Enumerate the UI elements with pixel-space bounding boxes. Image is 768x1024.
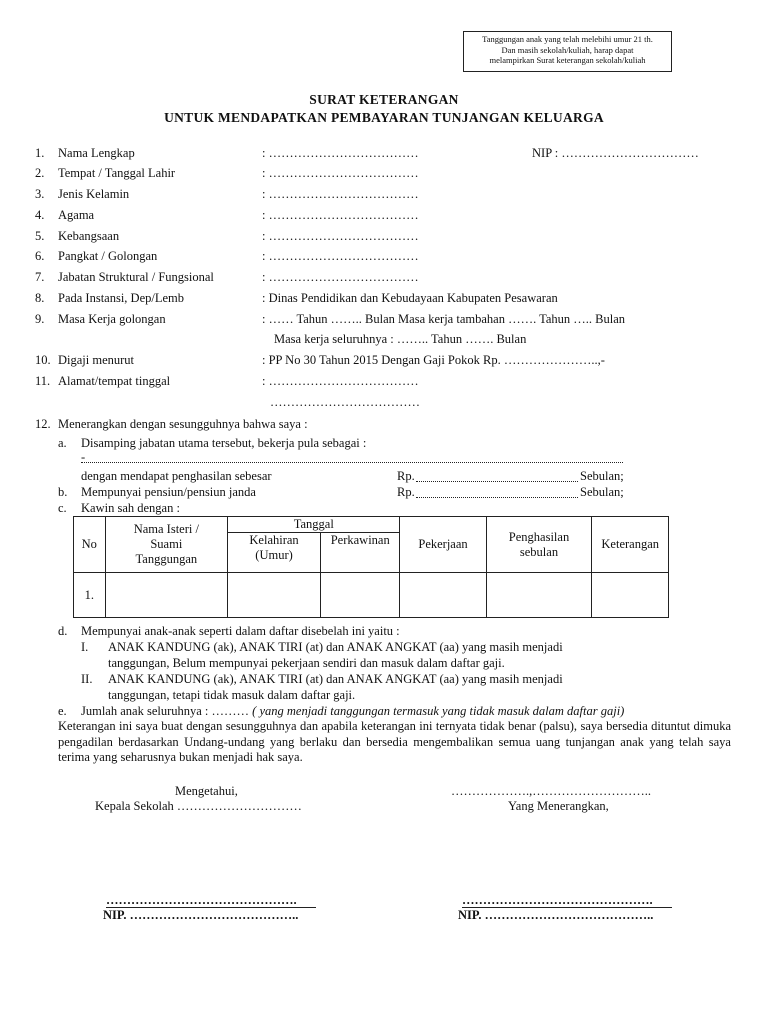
table-cell-no: 1.	[74, 573, 106, 618]
spouse-table	[73, 516, 669, 618]
field-label-pangkat: Pangkat / Golongan	[58, 249, 158, 263]
field-num: 2.	[35, 166, 45, 180]
item-b-pension-line[interactable]	[416, 497, 578, 498]
document-subtitle: UNTUK MENDAPATKAN PEMBAYARAN TUNJANGAN KELUARGA	[164, 110, 604, 125]
right-signature-nip[interactable]: NIP. …………………………………..	[458, 908, 654, 922]
item-c-text: Kawin sah dengan :	[81, 501, 180, 515]
item-a-sebulan: Sebulan;	[580, 469, 624, 483]
item-d-ii-label: II.	[81, 672, 93, 686]
table-header-perkawinan: Perkawinan	[320, 533, 400, 573]
field-value-digaji[interactable]: : PP No 30 Tahun 2015 Dengan Gaji Pokok Rp. …………………..,-	[262, 353, 605, 367]
table-header-nama: Nama Isteri / Suami Tanggungan	[105, 517, 227, 573]
item-d-text: Mempunyai anak-anak seperti dalam daftar disebelah ini yaitu :	[81, 624, 400, 638]
item-e-label: e.	[58, 704, 67, 718]
field-num: 1.	[35, 146, 45, 160]
item-a-label: a.	[58, 436, 67, 450]
field-label-nama: Nama Lengkap	[58, 146, 135, 160]
item-a-dash: -	[81, 450, 86, 464]
field-label-kebangsaan: Kebangsaan	[58, 229, 120, 243]
item-e-italic-note: ( yang menjadi tanggungan termasuk yang tidak masuk dalam daftar gaji)	[252, 704, 625, 718]
field-value-agama[interactable]: : ………………………………	[262, 208, 419, 222]
field-num: 7.	[35, 270, 45, 284]
field-num: 5.	[35, 229, 45, 243]
note-line-1: Tanggungan anak yang telah melebihi umur 21 th.	[482, 34, 653, 44]
item-d-ii-line-2: tanggungan, tetapi tidak masuk dalam daftar gaji.	[108, 688, 356, 702]
table-cell-nama[interactable]	[105, 573, 227, 618]
field-value-kebangsaan[interactable]: : ………………………………	[262, 229, 419, 243]
item-a-income-line[interactable]	[416, 481, 578, 482]
field-value-alamat-line-2[interactable]: ………………………………	[270, 395, 420, 409]
field-label-masa-kerja: Masa Kerja golongan	[58, 312, 166, 326]
table-cell-keterangan[interactable]	[592, 573, 669, 618]
table-header-penghasilan: Penghasilan sebulan	[486, 517, 592, 573]
table-cell-pekerjaan[interactable]	[400, 573, 486, 618]
item-a-rp: Rp.	[397, 469, 415, 483]
field-label-alamat: Alamat/tempat tinggal	[58, 374, 171, 388]
note-line-2: Dan masih sekolah/kuliah, harap dapat	[501, 44, 634, 55]
field-value-instansi[interactable]: : Dinas Pendidikan dan Kebudayaan Kabupaten Pesawaran	[262, 291, 558, 305]
field-value-masa-kerja-total[interactable]: Masa kerja seluruhnya : …….. Tahun ……. Bulan	[274, 332, 527, 346]
field-value-jenis-kelamin[interactable]: : ………………………………	[262, 187, 419, 201]
left-signature-name[interactable]: ……………………………………….	[106, 893, 297, 907]
yang-menerangkan-label: Yang Menerangkan,	[508, 799, 609, 813]
item-12-text: Menerangkan dengan sesungguhnya bahwa saya :	[58, 417, 308, 431]
item-12-num: 12.	[35, 417, 51, 431]
field-nip[interactable]: NIP : ……………………………	[532, 146, 699, 160]
field-value-pangkat[interactable]: : ………………………………	[262, 249, 419, 263]
field-value-jabatan[interactable]: : ………………………………	[262, 270, 419, 284]
table-header-keterangan: Keterangan	[592, 517, 669, 573]
field-num: 3.	[35, 187, 45, 201]
field-label-agama: Agama	[58, 208, 95, 222]
table-header-no: No	[74, 517, 106, 573]
right-signature-name[interactable]: ……………………………………….	[462, 893, 653, 907]
table-header-tanggal: Tanggal	[228, 517, 400, 533]
field-num: 4.	[35, 208, 45, 222]
item-d-i-line-2: tanggungan, Belum mempunyai pekerjaan sendiri dan masuk dalam daftar gaji.	[108, 656, 505, 670]
field-num: 9.	[35, 312, 45, 326]
field-value-alamat[interactable]: : ………………………………	[262, 374, 419, 388]
item-d-ii-line-1: ANAK KANDUNG (ak), ANAK TIRI (at) dan ANAK ANGKAT (aa) yang masih menjadi	[108, 672, 563, 686]
field-num: 6.	[35, 249, 45, 263]
field-value-nama[interactable]: : ………………………………	[262, 146, 419, 160]
field-label-jabatan: Jabatan Struktural / Fungsional	[58, 270, 214, 284]
field-label-digaji: Digaji menurut	[58, 353, 135, 367]
item-e-text[interactable]: Jumlah anak seluruhnya : ………	[81, 704, 250, 718]
item-b-sebulan: Sebulan;	[580, 485, 624, 499]
field-num: 10.	[35, 353, 51, 367]
field-value-masa-kerja[interactable]: : …… Tahun …….. Bulan Masa kerja tambahan ……. Tahun ….. Bulan	[262, 312, 626, 326]
item-a-job-line[interactable]	[81, 462, 623, 463]
place-date-field[interactable]: ……………….,………………………..	[451, 784, 651, 798]
table-cell-kelahiran[interactable]	[228, 573, 321, 618]
field-num: 11.	[35, 374, 51, 388]
item-a-text: Disamping jabatan utama tersebut, bekerja pula sebagai :	[81, 436, 367, 450]
note-box	[463, 31, 672, 72]
item-a-income-label: dengan mendapat penghasilan sebesar	[81, 469, 272, 483]
table-cell-penghasilan[interactable]	[486, 573, 592, 618]
field-label-instansi: Pada Instansi, Dep/Lemb	[58, 291, 185, 305]
field-num: 8.	[35, 291, 45, 305]
item-e-row	[81, 704, 624, 719]
kepala-sekolah-label: Kepala Sekolah …………………………	[95, 799, 302, 813]
statement-paragraph: Keterangan ini saya buat dengan sesungguhnya dan apabila keterangan ini ternyata tidak benar (palsu), saya bersedia dituntut dimuka pengadilan berdasarkan Undang-undang yang berlaku dan bersedia mengembalikan semua uang tunjangan anak yang telah saya terima yang seharusnya bukan menjadi hak saya.	[58, 719, 731, 764]
field-value-ttl[interactable]: : ………………………………	[262, 166, 419, 180]
item-d-label: d.	[58, 624, 68, 638]
item-b-text: Mempunyai pensiun/pensiun janda	[81, 485, 256, 499]
left-signature-nip[interactable]: NIP. …………………………………..	[103, 908, 299, 922]
field-label-ttl: Tempat / Tanggal Lahir	[58, 166, 176, 180]
table-header-kelahiran: Kelahiran (Umur)	[228, 533, 321, 573]
item-b-label: b.	[58, 485, 68, 499]
table-row	[74, 573, 669, 618]
item-c-label: c.	[58, 501, 67, 515]
item-d-i-line-1: ANAK KANDUNG (ak), ANAK TIRI (at) dan ANAK ANGKAT (aa) yang masih menjadi	[108, 640, 563, 654]
field-label-jenis-kelamin: Jenis Kelamin	[58, 187, 130, 201]
item-d-i-label: I.	[81, 640, 89, 654]
mengetahui-label: Mengetahui,	[175, 784, 238, 798]
table-header-pekerjaan: Pekerjaan	[400, 517, 486, 573]
table-cell-perkawinan[interactable]	[320, 573, 400, 618]
document-title: SURAT KETERANGAN	[309, 92, 459, 107]
note-line-3: melampirkan Surat keterangan sekolah/kuliah	[489, 55, 646, 65]
item-b-rp: Rp.	[397, 485, 415, 499]
